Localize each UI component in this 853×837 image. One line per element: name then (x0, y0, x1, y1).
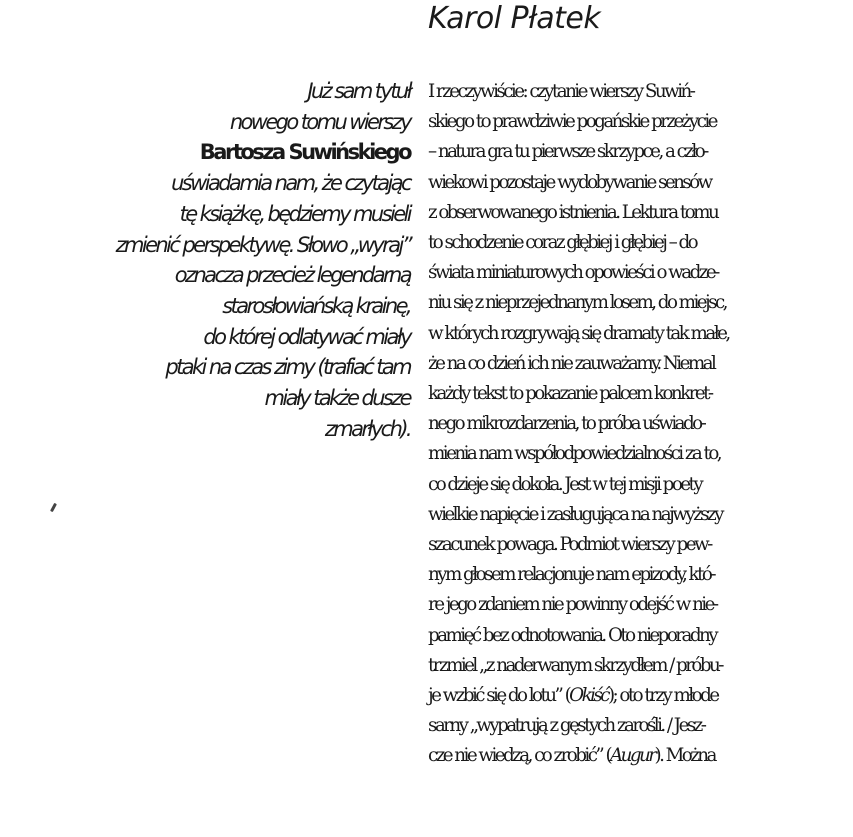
body-line: nym głosem relacjonuje nam epizody, któ- (428, 564, 714, 586)
lead-line: nowego tomu wierszy (229, 109, 410, 134)
lead-line: zmienić perspektywę. Słowo „wyraj” (115, 232, 410, 257)
lead-line: oznacza przecież legendarną (174, 263, 410, 288)
lead-line: miały także dusze (264, 386, 410, 411)
body-text-segment: cze nie wiedzą, co zrobić” ( (428, 745, 611, 767)
body-line: że na co dzień ich nie zauważamy. Niemal (428, 352, 715, 374)
body-line: nego mikrozdarzenia, to próba uświado- (428, 413, 705, 435)
body-line: to schodzenie coraz głębiej i głębiej – do (428, 232, 697, 254)
body-text (428, 77, 853, 772)
body-line: re jego zdaniem nie powinny odejść w nie- (428, 594, 717, 616)
poem-title: Augur (610, 745, 655, 767)
body-line: sarny „wypatrują z gęstych zarośli. / Jesz- (428, 715, 705, 737)
lead-line: do której odlatywać miały (203, 324, 410, 349)
body-line: świata miniaturowych opowieści o wadze- (428, 262, 718, 284)
lead-line: ptaki na czas zimy (trafiać tam (165, 355, 410, 380)
body-line: z obserwowanego istnienia. Lektura tomu (428, 201, 718, 223)
body-line: co dzieje się dokoła. Jest w tej misji poety (428, 473, 702, 495)
lead-line: tę książkę, będziemy musieli (179, 201, 410, 226)
body-line: wielkie napięcie i zasługująca na najwyższy (428, 503, 722, 525)
body-line: szacunek powaga. Podmiot wierszy pew- (428, 534, 711, 556)
author-name: Karol Płatek (428, 1, 601, 36)
body-text-segment: ); oto trzy młode (607, 685, 718, 707)
body-line (428, 741, 853, 771)
body-text-segment: je wzbić się do lotu” ( (428, 685, 570, 707)
lead-line: starosłowiańską krainę, (222, 293, 410, 318)
lead-line: zmarłych). (324, 416, 410, 441)
body-line: mienia nam współodpowiedzialności za to, (428, 443, 721, 465)
body-line: każdy tekst to pokazanie palcem konkret- (428, 383, 712, 405)
body-text-segment: ). Można (654, 745, 715, 767)
lead-line: uświadamia nam, że czytając (171, 171, 410, 196)
body-line (428, 681, 853, 711)
ink-speck (50, 503, 57, 512)
lead-line: Już sam tytuł (307, 79, 410, 103)
body-line: w których rozgrywają się dramaty tak małe, (428, 322, 729, 344)
body-line: niu się z nieprzejednanym losem, do miejsc, (428, 292, 726, 314)
body-line: I rzeczywiście: czytanie wierszy Suwiń- (428, 81, 694, 102)
body-line: pamięć bez odnotowania. Oto nieporadny (428, 624, 716, 646)
lead-paragraph (0, 76, 410, 444)
poem-title: Okiść (569, 685, 608, 707)
body-line: – natura gra tu pierwsze skrzypce, a czło- (428, 141, 707, 163)
lead-poet-name: Bartosza Suwińskiego (199, 140, 410, 165)
body-line: skiego to prawdziwie pogańskie przeżycie (428, 111, 716, 133)
body-line: wiekowi pozostaje wydobywanie sensów (428, 171, 711, 193)
body-line: trzmiel „z naderwanym skrzydłem / próbu- (428, 654, 722, 676)
